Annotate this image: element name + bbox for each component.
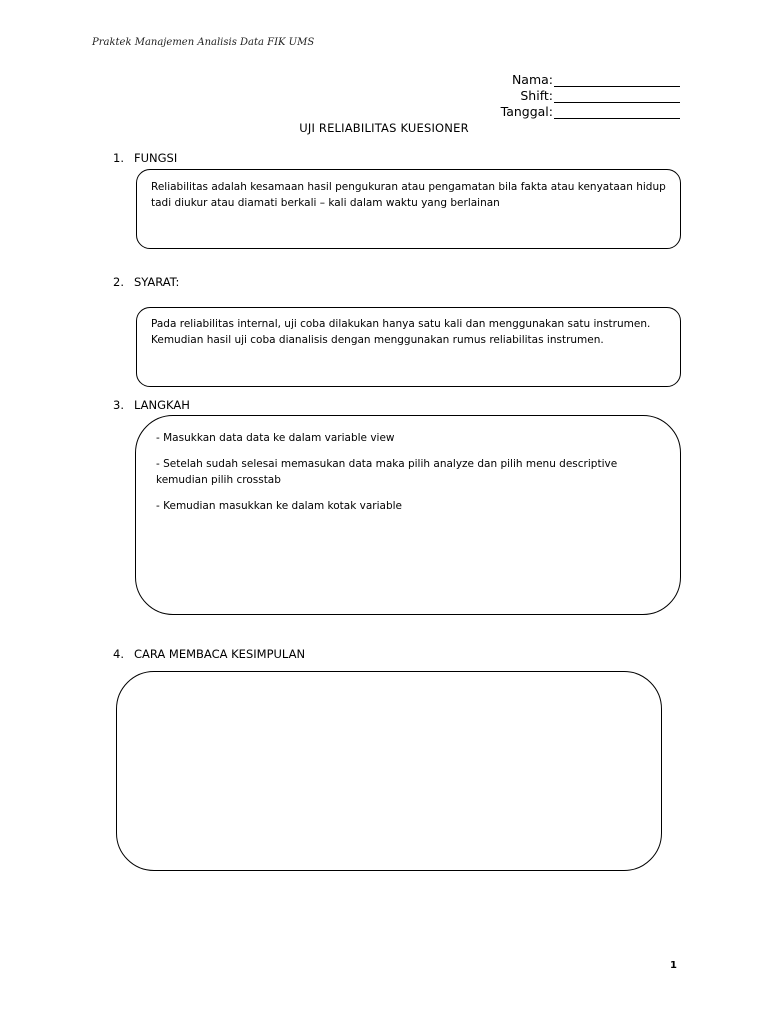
langkah-step-2: - Setelah sudah selesai memasukan data maka pilih analyze dan pilih menu descriptive kemudian pilih crosstab: [156, 458, 618, 486]
document-title: UJI RELIABILITAS KUESIONER: [299, 121, 469, 135]
section-heading-langkah: [113, 398, 190, 412]
tanggal-blank-line[interactable]: [554, 106, 680, 119]
shift-blank-line[interactable]: [554, 90, 680, 103]
section-heading-fungsi: [113, 151, 177, 165]
section-number: 2.: [113, 275, 124, 289]
nama-row: [440, 71, 680, 87]
section-number: 3.: [113, 398, 124, 412]
nama-blank-line[interactable]: [554, 74, 680, 87]
fungsi-answer-box: [136, 169, 681, 249]
section-title: FUNGSI: [133, 151, 178, 165]
tanggal-label: Tanggal:: [500, 104, 553, 119]
nama-label: Nama:: [511, 72, 553, 87]
shift-row: [440, 87, 680, 103]
tanggal-row: [440, 103, 680, 119]
langkah-step-3: - Kemudian masukkan ke dalam kotak variable: [156, 500, 403, 512]
syarat-answer-box: [136, 307, 681, 387]
section-title: LANGKAH: [133, 398, 190, 412]
identity-block: [440, 71, 680, 119]
section-title: CARA MEMBACA KESIMPULAN: [133, 647, 306, 661]
section-heading-kesimpulan: [113, 647, 305, 661]
kesimpulan-answer-box[interactable]: [116, 671, 662, 871]
section-title: SYARAT:: [133, 275, 180, 289]
langkah-answer-box: [135, 415, 681, 615]
page-number: 1: [670, 960, 677, 971]
section-heading-syarat: [113, 275, 179, 289]
langkah-step-1: - Masukkan data data ke dalam variable view: [156, 432, 395, 444]
running-header: Praktek Manajemen Analisis Data FIK UMS: [92, 37, 315, 48]
syarat-text: Pada reliabilitas internal, uji coba dilakukan hanya satu kali dan menggunakan satu instrumen. Kemudian hasil uji coba dianalisis dengan menggunakan rumus reliabilitas instrumen.: [151, 318, 651, 346]
section-number: 4.: [113, 647, 124, 661]
section-number: 1.: [113, 151, 124, 165]
shift-label: Shift:: [520, 88, 553, 103]
fungsi-text: Reliabilitas adalah kesamaan hasil pengukuran atau pengamatan bila fakta atau kenyataan hidup tadi diukur atau diamati berkali – kali dalam waktu yang berlainan: [151, 181, 666, 209]
